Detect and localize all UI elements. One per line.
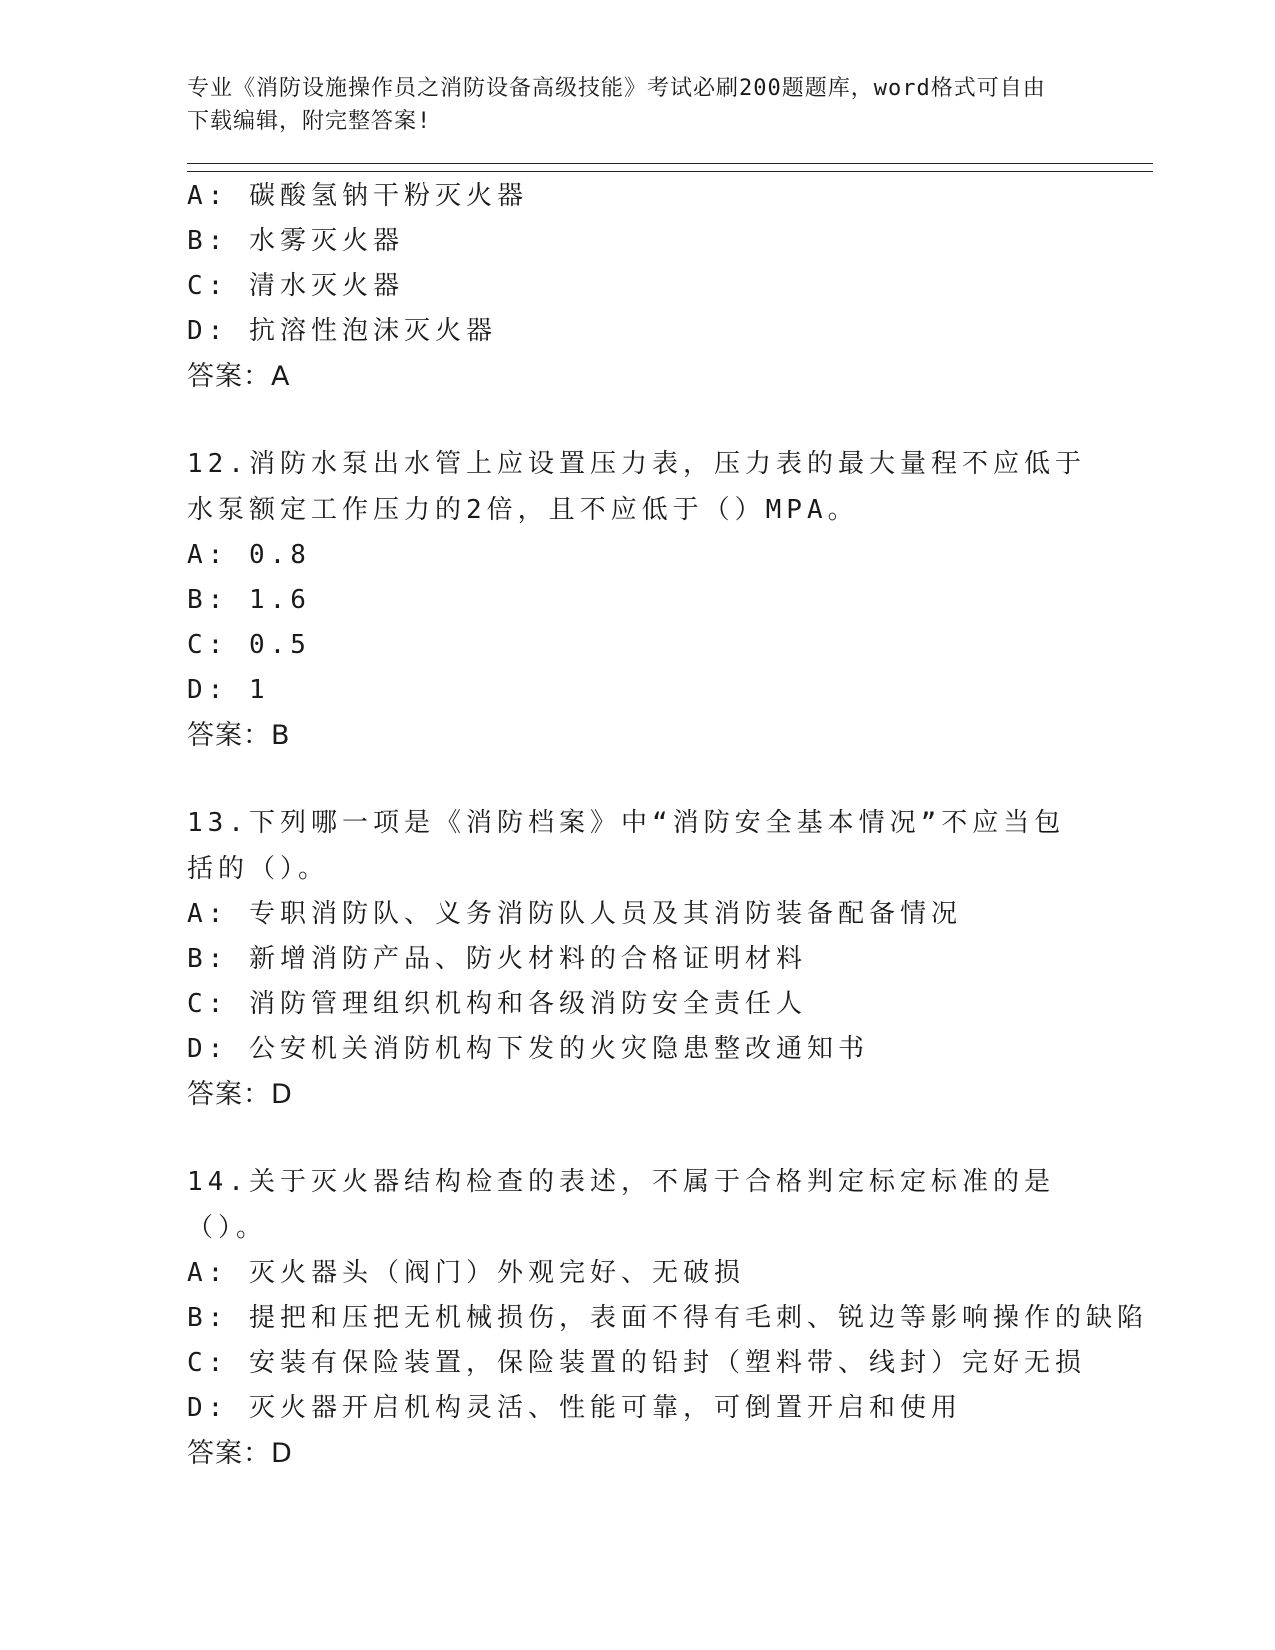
option-b: B: 水雾灭火器 xyxy=(187,226,404,256)
option-a: A: 碳酸氢钠干粉灭火器 xyxy=(187,181,528,211)
answer-line: 答案：B xyxy=(187,720,291,751)
document-page xyxy=(187,72,1147,1476)
document-header: 专业《消防设施操作员之消防设备高级技能》考试必刷200题题库，word格式可自由下载编辑，附完整答案! xyxy=(187,76,1046,134)
option-d: D: 1 xyxy=(187,675,270,705)
option-a: A: 0.8 xyxy=(187,540,311,570)
option-d: D: 灭火器开启机构灵活、性能可靠，可倒置开启和使用 xyxy=(187,1393,962,1423)
question-block-11 xyxy=(187,174,1147,399)
question-block-14 xyxy=(187,1159,1147,1476)
option-c: C: 消防管理组织机构和各级消防安全责任人 xyxy=(187,989,807,1019)
option-c: C: 安装有保险装置，保险装置的铅封（塑料带、线封）完好无损 xyxy=(187,1348,1086,1378)
answer-line: 答案：D xyxy=(187,1079,293,1110)
header-divider xyxy=(187,163,1153,172)
option-b: B: 1.6 xyxy=(187,585,311,615)
question-text: 12.消防水泵出水管上应设置压力表，压力表的最大量程不应低于水泵额定工作压力的2倍，且不应低于（）MPA。 xyxy=(187,449,1086,525)
question-block-13 xyxy=(187,800,1147,1117)
option-b: B: 新增消防产品、防火材料的合格证明材料 xyxy=(187,944,807,974)
question-block-12 xyxy=(187,441,1147,758)
answer-line: 答案：A xyxy=(187,361,291,392)
option-c: C: 0.5 xyxy=(187,630,311,660)
question-text: 14.关于灭火器结构检查的表述，不属于合格判定标定标准的是（）。 xyxy=(187,1167,1055,1243)
answer-line: 答案：D xyxy=(187,1438,293,1469)
option-a: A: 灭火器头（阀门）外观完好、无破损 xyxy=(187,1258,745,1288)
option-a: A: 专职消防队、义务消防队人员及其消防装备配备情况 xyxy=(187,899,962,929)
option-b: B: 提把和压把无机械损伤，表面不得有毛刺、锐边等影响操作的缺陷 xyxy=(187,1303,1148,1333)
option-d: D: 抗溶性泡沫灭火器 xyxy=(187,316,497,346)
question-text: 13.下列哪一项是《消防档案》中“消防安全基本情况”不应当包括的（）。 xyxy=(187,808,1066,884)
option-c: C: 清水灭火器 xyxy=(187,271,404,301)
option-d: D: 公安机关消防机构下发的火灾隐患整改通知书 xyxy=(187,1034,869,1064)
